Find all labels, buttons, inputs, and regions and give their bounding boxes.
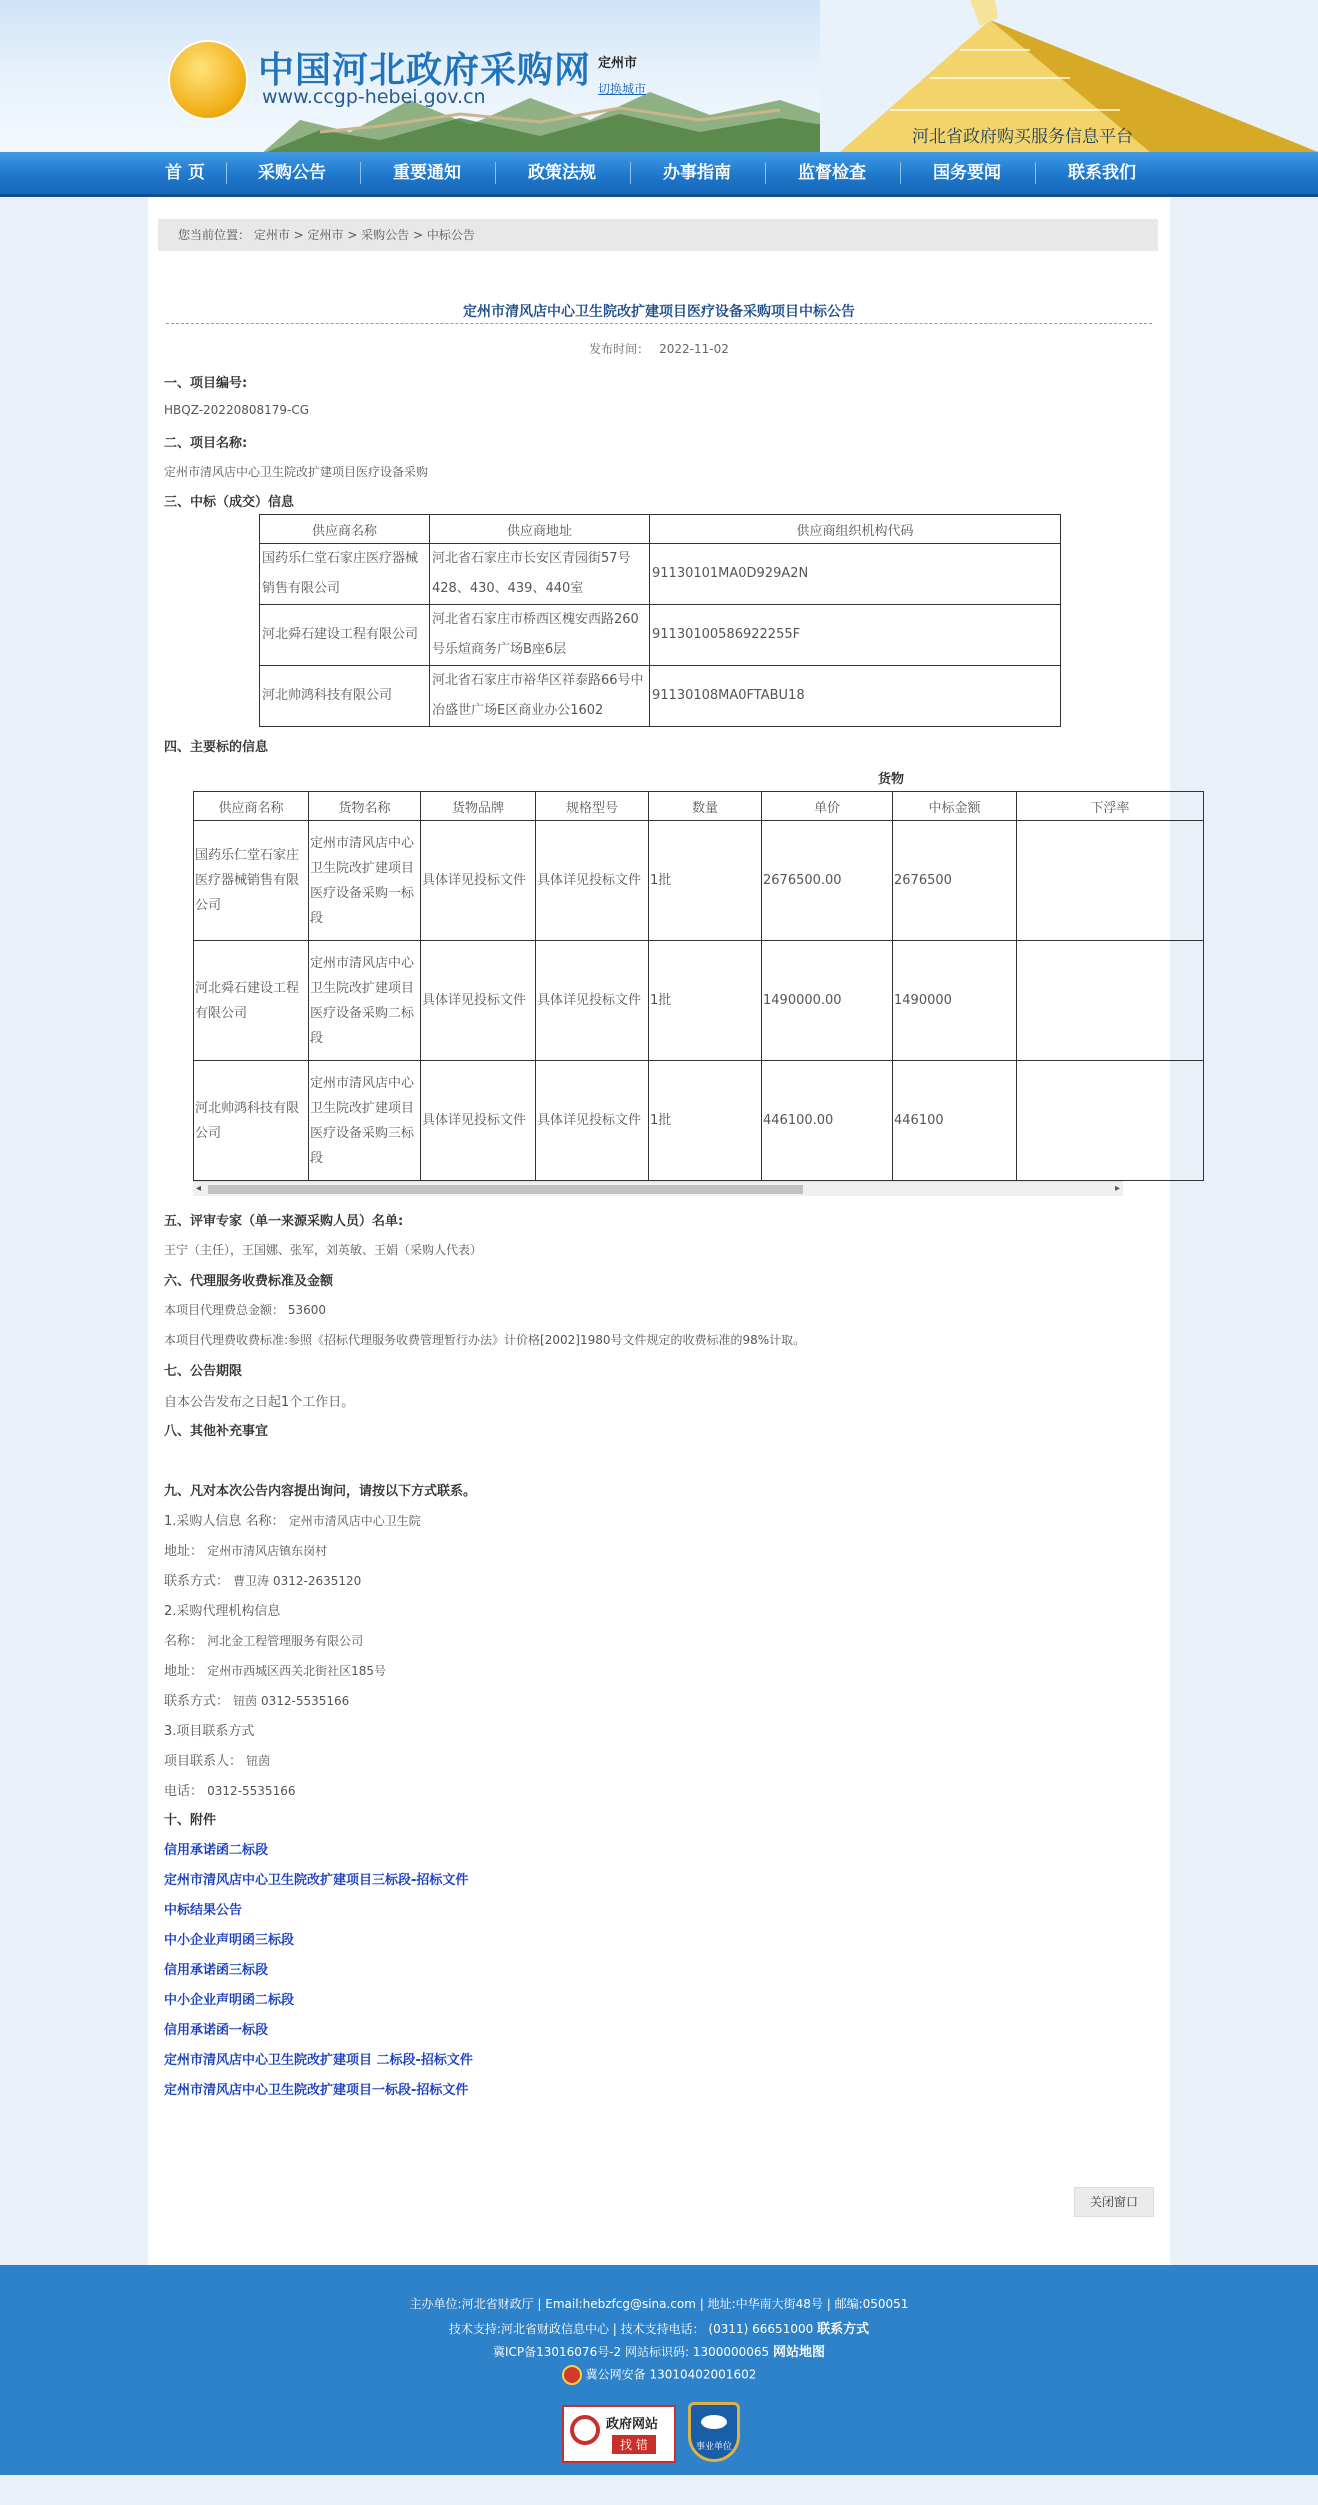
agent-contact: [164, 1690, 349, 1709]
nav-important-notice[interactable]: 重要通知: [393, 163, 461, 183]
publish-label: 发布时间：: [589, 342, 650, 356]
content-panel: [148, 197, 1170, 2265]
project-contact-value: 钮茵: [246, 1754, 271, 1768]
section-attachments: 十、附件: [164, 1813, 217, 1828]
table-cell: 91130101MA0D929A2N: [650, 544, 1061, 605]
table-header: 供应商名称: [260, 515, 430, 544]
page-bottom-strip: [0, 2475, 1318, 2505]
goods-table: [193, 791, 1204, 1181]
table-cell: 1490000: [893, 941, 1017, 1061]
agent-name: [164, 1630, 363, 1649]
buyer-name: 定州市清风店中心卫生院: [288, 1514, 421, 1528]
table-cell: 1批: [649, 941, 762, 1061]
nav-separator: [630, 162, 631, 184]
table-cell: 1批: [649, 1061, 762, 1181]
nav-policies[interactable]: 政策法规: [528, 163, 596, 183]
section-agency-fee: 六、代理服务收费标准及金额: [164, 1274, 334, 1289]
publish-time: [148, 340, 1170, 357]
site-header: [0, 0, 1318, 152]
site-footer: [0, 2265, 1318, 2475]
buyer-address-label: 地址：: [164, 1544, 204, 1559]
scrollbar-thumb[interactable]: [208, 1185, 803, 1194]
table-cell: 具体详见投标文件: [536, 941, 649, 1061]
project-phone: [164, 1780, 295, 1799]
section-award-info: 三、中标（成交）信息: [164, 495, 295, 510]
agent-contact-value: 钮茵 0312-5535166: [233, 1694, 350, 1708]
nav-separator: [495, 162, 496, 184]
buyer-contact-label: 联系方式：: [164, 1574, 230, 1589]
site-title: 中国河北政府采购网: [258, 50, 592, 91]
project-contact: [164, 1750, 270, 1769]
nav-guide[interactable]: 办事指南: [663, 163, 731, 183]
table-row: [194, 941, 1204, 1061]
footer-tech-support: [0, 2318, 1318, 2337]
nav-separator: [360, 162, 361, 184]
footer-contact-link[interactable]: 联系方式: [817, 2322, 870, 2337]
table-cell: 河北舜石建设工程有限公司: [194, 941, 309, 1061]
table-cell: 河北帅鸿科技有限公司: [194, 1061, 309, 1181]
notice-period: 自本公告发布之日起1个工作日。: [164, 1395, 355, 1410]
section-notice-period: 七、公告期限: [164, 1364, 243, 1379]
table-cell: 具体详见投标文件: [421, 821, 536, 941]
government-emblem-logo: [168, 40, 248, 120]
buyer-contact-value: 曹卫涛 0312-2635120: [233, 1574, 362, 1588]
table-header: 供应商地址: [430, 515, 650, 544]
buyer-header: 1.采购人信息: [164, 1514, 242, 1529]
table-cell: 具体详见投标文件: [421, 1061, 536, 1181]
nav-supervision[interactable]: 监督检查: [798, 163, 866, 183]
agent-address: [164, 1660, 386, 1679]
project-phone-label: 电话：: [164, 1784, 204, 1799]
table-cell: 河北省石家庄市长安区青园街57号428、430、439、440室: [430, 544, 650, 605]
scroll-right-arrow-icon[interactable]: ▸: [1114, 1183, 1120, 1194]
emblem-icon: [701, 2415, 727, 2429]
nav-separator: [1035, 162, 1036, 184]
magnifier-icon: [570, 2415, 600, 2445]
table-cell: 国药乐仁堂石家庄医疗器械销售有限公司: [194, 821, 309, 941]
buyer-info: [164, 1510, 421, 1529]
badge-label: 事业单位: [695, 2442, 732, 2452]
table-header: 数量: [649, 792, 762, 821]
publish-date: 2022-11-02: [659, 342, 729, 356]
table-cell: 河北舜石建设工程有限公司: [260, 605, 430, 666]
nav-separator: [765, 162, 766, 184]
gov-site-error-badge[interactable]: [562, 2405, 676, 2463]
table-header: 供应商名称: [194, 792, 309, 821]
breadcrumb: 您当前位置： 定州市 > 定州市 > 采购公告 > 中标公告: [158, 219, 1158, 251]
fee-total: 本项目代理费总金额： 53600: [164, 1303, 326, 1317]
table-cell: [1017, 821, 1204, 941]
project-number: HBQZ-20220808179-CG: [164, 403, 310, 417]
buyer-address-value: 定州市清风店镇东岗村: [207, 1544, 328, 1558]
table-cell: 2676500: [893, 821, 1017, 941]
nav-procurement-notice[interactable]: 采购公告: [258, 163, 326, 183]
buyer-address: [164, 1540, 327, 1559]
announcement-title: 定州市清风店中心卫生院改扩建项目医疗设备采购项目中标公告: [463, 304, 855, 320]
table-cell: [1017, 941, 1204, 1061]
switch-city-link[interactable]: 切换城市: [598, 82, 647, 96]
main-nav: [0, 152, 1318, 197]
attachment-link[interactable]: 信用承诺函二标段: [164, 1843, 269, 1858]
project-phone-value: 0312-5535166: [207, 1784, 296, 1798]
nav-state-news[interactable]: 国务要闻: [933, 163, 1001, 183]
site-url: www.ccgp-hebei.gov.cn: [262, 86, 486, 108]
footer-tech-support-text: 技术支持:河北省财政信息中心 | 技术支持电话： (0311) 66651000: [448, 2322, 814, 2336]
nav-contact[interactable]: 联系我们: [1068, 163, 1136, 183]
attachment-link[interactable]: 定州市清风店中心卫生院改扩建项目 二标段-招标文件: [164, 2053, 473, 2068]
nav-separator: [226, 162, 227, 184]
table-cell: 1490000.00: [762, 941, 893, 1061]
nav-separator: [900, 162, 901, 184]
goods-label: 货物: [878, 772, 905, 787]
table-row: [194, 1061, 1204, 1181]
section-contact: 九、凡对本次公告内容提出询问，请按以下方式联系。: [164, 1484, 477, 1499]
project-contact-label: 项目联系人：: [164, 1754, 243, 1769]
project-name: 定州市清风店中心卫生院改扩建项目医疗设备采购: [164, 465, 429, 479]
footer-icp: [0, 2341, 1318, 2360]
platform-name: 河北省政府购买服务信息平台: [912, 127, 1133, 147]
agent-header: 2.采购代理机构信息: [164, 1604, 281, 1619]
supplier-table: [259, 514, 1061, 727]
goods-table-scroll[interactable]: [193, 791, 1130, 1181]
table-cell: 河北帅鸿科技有限公司: [260, 666, 430, 727]
buyer-contact: [164, 1570, 361, 1589]
badge-title: 政府网站: [606, 2417, 659, 2432]
table-cell: 定州市清风店中心卫生院改扩建项目医疗设备采购二标段: [309, 941, 421, 1061]
table-cell: 具体详见投标文件: [536, 821, 649, 941]
nav-home[interactable]: 首 页: [165, 163, 205, 183]
footer-icp-text: 冀ICP备13016076号-2 网站标识码: 1300000065: [492, 2345, 770, 2359]
table-cell: 具体详见投标文件: [421, 941, 536, 1061]
close-window-button[interactable]: 关闭窗口: [1074, 2187, 1154, 2217]
table-row: [194, 821, 1204, 941]
table-cell: 河北省石家庄市桥西区槐安西路260号乐煊商务广场B座6层: [430, 605, 650, 666]
attachment-link[interactable]: 中小企业声明函二标段: [164, 1993, 295, 2008]
attachment-link[interactable]: 定州市清风店中心卫生院改扩建项目三标段-招标文件: [164, 1873, 469, 1888]
table-header: 规格型号: [536, 792, 649, 821]
table-cell: 91130100586922255F: [650, 605, 1061, 666]
experts-list: 王宁（主任），王国娜、张军，刘英敏、王娟（采购人代表）: [164, 1243, 483, 1257]
table-cell: 446100: [893, 1061, 1017, 1181]
attachment-link[interactable]: 信用承诺函一标段: [164, 2023, 269, 2038]
table-cell: [1017, 1061, 1204, 1181]
agent-name-label: 名称：: [164, 1634, 204, 1649]
title-divider: [166, 323, 1152, 324]
table-cell: 河北省石家庄市裕华区祥泰路66号中冶盛世广场E区商业办公1602: [430, 666, 650, 727]
section-project-name: 二、项目名称:: [164, 436, 248, 451]
table-header: 货物品牌: [421, 792, 536, 821]
table-cell: 定州市清风店中心卫生院改扩建项目医疗设备采购一标段: [309, 821, 421, 941]
badge-action: 找 错: [612, 2435, 656, 2454]
footer-police-text[interactable]: 冀公网安备 13010402001602: [585, 2367, 757, 2382]
table-row: [260, 605, 1061, 666]
scroll-left-arrow-icon[interactable]: ◂: [196, 1183, 202, 1194]
table-cell: 2676500.00: [762, 821, 893, 941]
table-cell: 国药乐仁堂石家庄医疗器械销售有限公司: [260, 544, 430, 605]
horizontal-scrollbar[interactable]: [193, 1181, 1123, 1196]
table-cell: 具体详见投标文件: [536, 1061, 649, 1181]
table-cell: 446100.00: [762, 1061, 893, 1181]
footer-police-record: [0, 2365, 1318, 2385]
footer-sitemap-link[interactable]: 网站地图: [773, 2345, 826, 2360]
table-header: 中标金额: [893, 792, 1017, 821]
attachment-link[interactable]: 定州市清风店中心卫生院改扩建项目一标段-招标文件: [164, 2083, 469, 2098]
section-experts: 五、评审专家（单一来源采购人员）名单:: [164, 1214, 404, 1229]
agent-contact-label: 联系方式：: [164, 1694, 230, 1709]
attachment-link[interactable]: 信用承诺函三标段: [164, 1963, 269, 1978]
project-contact-header: 3.项目联系方式: [164, 1724, 255, 1739]
table-row: [260, 666, 1061, 727]
agent-name-value: 河北金工程管理服务有限公司: [207, 1634, 364, 1648]
public-institution-badge[interactable]: [688, 2402, 740, 2462]
agent-address-label: 地址：: [164, 1664, 204, 1679]
table-header: 单价: [762, 792, 893, 821]
table-row: [260, 544, 1061, 605]
footer-organizer: 主办单位:河北省财政厅 | Email:hebzfcg@sina.com | 地址:中华南大街48号 | 邮编:050051: [409, 2297, 909, 2311]
fee-standard: 本项目代理费收费标准:参照《招标代理服务收费管理暂行办法》计价格[2002]1980号文件规定的收费标准的98%计取。: [164, 1333, 806, 1347]
region-name: 定州市: [598, 56, 638, 71]
attachment-link[interactable]: 中小企业声明函三标段: [164, 1933, 295, 1948]
section-main-items: 四、主要标的信息: [164, 740, 269, 755]
police-badge-icon: [562, 2365, 582, 2385]
table-header: 供应商组织机构代码: [650, 515, 1061, 544]
section-other-matters: 八、其他补充事宜: [164, 1424, 269, 1439]
agent-address-value: 定州市西城区西关北街社区185号: [207, 1664, 387, 1678]
attachment-link[interactable]: 中标结果公告: [164, 1903, 243, 1918]
table-header: 货物名称: [309, 792, 421, 821]
table-header: 下浮率: [1017, 792, 1204, 821]
table-cell: 91130108MA0FTABU18: [650, 666, 1061, 727]
table-cell: 1批: [649, 821, 762, 941]
buyer-name-label: 名称：: [245, 1514, 285, 1529]
section-project-number: 一、项目编号:: [164, 376, 248, 391]
table-cell: 定州市清风店中心卫生院改扩建项目医疗设备采购三标段: [309, 1061, 421, 1181]
